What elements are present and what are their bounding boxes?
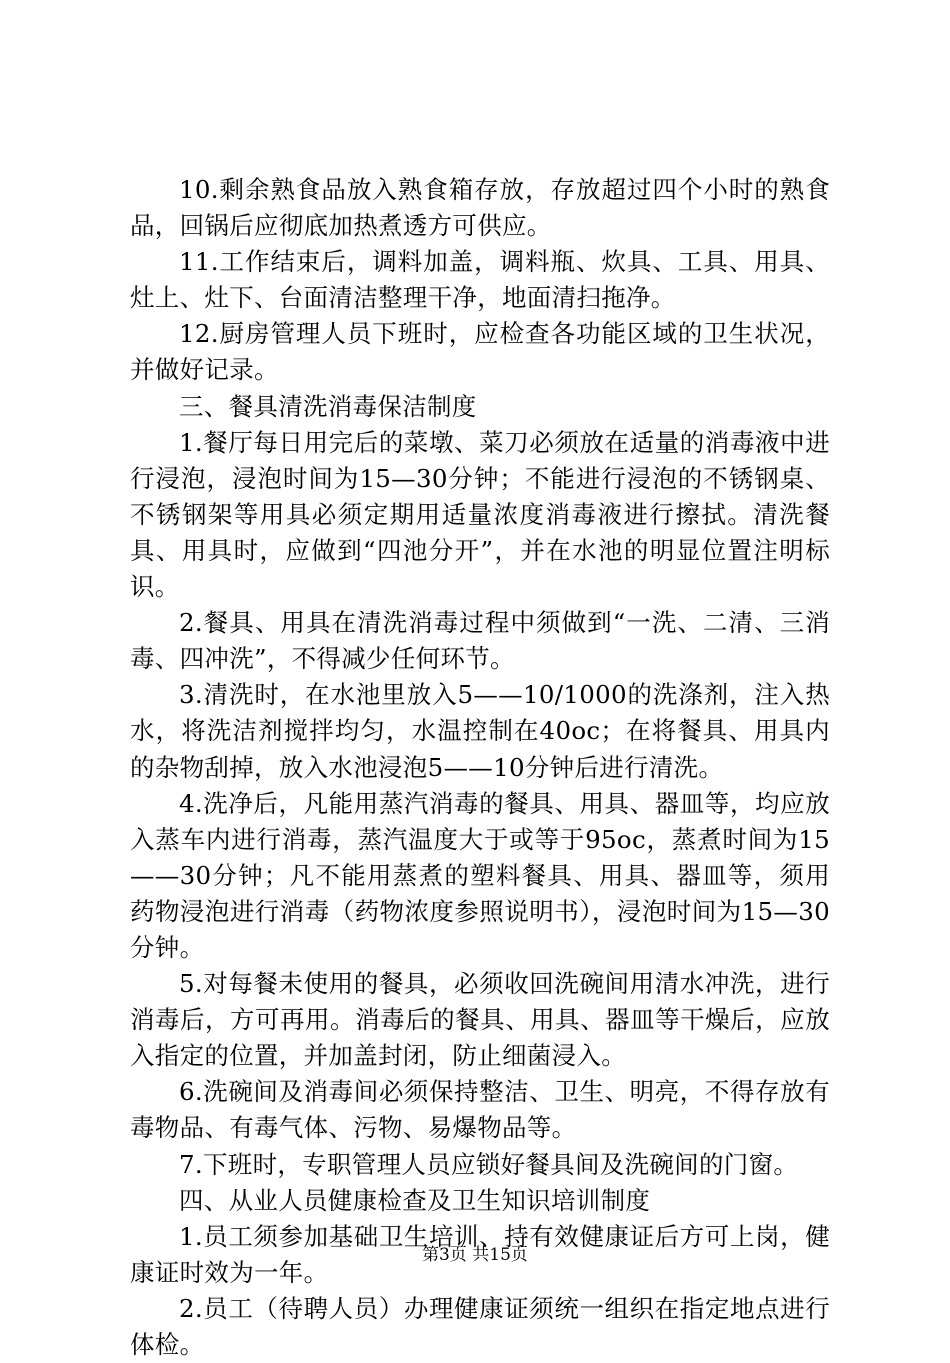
paragraph-item-10: 10.剩余熟食品放入熟食箱存放，存放超过四个小时的熟食品，回锅后应彻底加热煮透方可供应。 [130,175,830,241]
section-heading-health-training: 四、从业人员健康检查及卫生知识培训制度 [179,1185,651,1215]
paragraph-health-2: 2.员工（待聘人员）办理健康证须统一组织在指定地点进行体检。 [130,1293,830,1359]
paragraph-tableware-1: 1.餐厅每日用完后的菜墩、菜刀必须放在适量的消毒液中进行浸泡，浸泡时间为15—30分钟；不能进行浸泡的不锈钢桌、不锈钢架等用具必须定期用适量浓度消毒液进行擦拭。清洗餐具、用具时，应做到“四池分开”，并在水池的明显位置注明标识。 [130,427,830,602]
paragraph-tableware-3: 3.清洗时，在水池里放入5——10/1000的洗涤剂，注入热水，将洗洁剂搅拌均匀，水温控制在40oc；在将餐具、用具内的杂物刮掉，放入水池浸泡5——10分钟后进行清洗。 [130,680,830,782]
paragraph-tableware-5: 5.对每餐未使用的餐具，必须收回洗碗间用清水冲洗，进行消毒后，方可再用。消毒后的餐具、用具、器皿等干燥后，应放入指定的位置，并加盖封闭，防止细菌浸入。 [130,969,830,1071]
paragraph-tableware-6: 6.洗碗间及消毒间必须保持整洁、卫生、明亮，不得存放有毒物品、有毒气体、污物、易爆物品等。 [130,1077,830,1143]
paragraph-item-11: 11.工作结束后，调料加盖，调料瓶、炊具、工具、用具、灶上、灶下、台面清洁整理干净，地面清扫拖净。 [130,247,830,313]
paragraph-tableware-2: 2.餐具、用具在清洗消毒过程中须做到“一洗、二清、三消毒、四冲洗”，不得减少任何环节。 [130,608,830,674]
section-heading-tableware-cleaning: 三、餐具清洗消毒保洁制度 [179,391,477,421]
document-body [130,172,830,1363]
paragraph-tableware-4: 4.洗净后，凡能用蒸汽消毒的餐具、用具、器皿等，均应放入蒸车内进行消毒，蒸汽温度大于或等于95oc，蒸煮时间为15——30分钟；凡不能用蒸煮的塑料餐具、用具、器皿等，须用药物浸泡进行消毒（药物浓度参照说明书），浸泡时间为15—30分钟。 [130,788,830,962]
paragraph-tableware-7: 7.下班时，专职管理人员应锁好餐具间及洗碗间的门窗。 [179,1149,799,1179]
paragraph-item-12: 12.厨房管理人员下班时，应检查各功能区域的卫生状况，并做好记录。 [130,319,830,385]
page-number-footer: 第3页 共15页 [422,1245,528,1265]
paragraph-health-1: 1.员工须参加基础卫生培训、持有效健康证后方可上岗，健康证时效为一年。 [130,1221,830,1287]
